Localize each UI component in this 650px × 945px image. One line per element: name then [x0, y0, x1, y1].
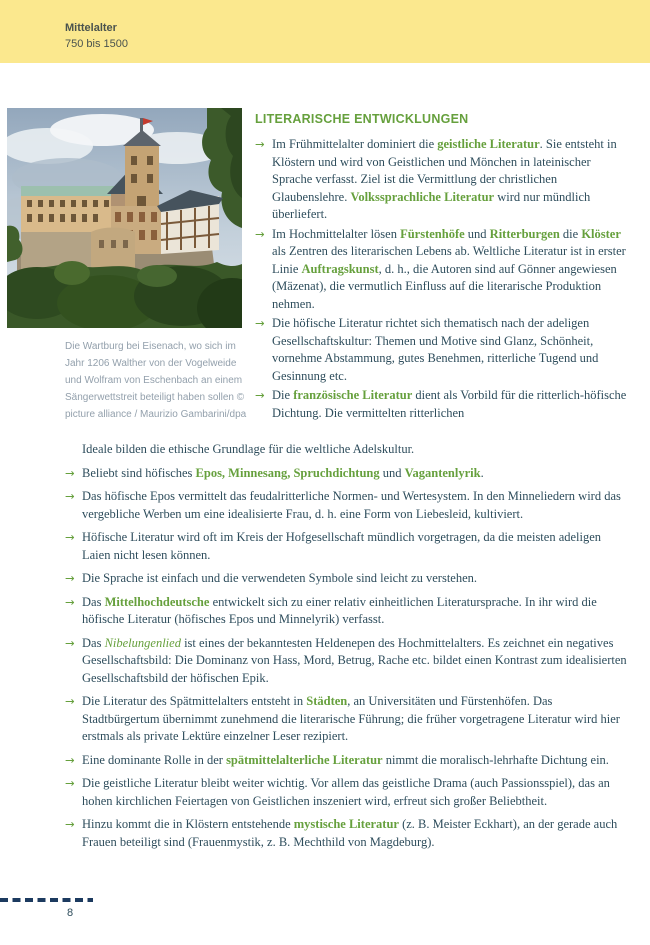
bullet-item: [65, 570, 631, 588]
arrow-bullet-icon: →: [65, 817, 75, 831]
bullet-item: [65, 752, 631, 770]
arrow-bullet-icon: →: [65, 465, 75, 480]
arrow-bullet-icon: →: [255, 388, 265, 402]
right-column: [255, 112, 633, 424]
arrow-bullet-icon: →: [65, 530, 75, 544]
bullet-item: [65, 693, 631, 746]
bullet-item: [255, 387, 633, 422]
arrow-bullet-icon: →: [255, 226, 265, 241]
bullet-item: [255, 315, 633, 385]
section-title: LITERARISCHE ENTWICKLUNGEN: [255, 112, 469, 126]
bullet-continuation-line: Ideale bilden die ethische Grundlage für die weltliche Adelskultur.: [82, 442, 415, 456]
bullet-text: Die Literatur des Spätmittelalters entsteht in Städten, an Universitäten und Fürstenhöfen. Das Stadtbürgertum übernimmt zunehmend die literarische Führung; die früher vorgetragene Literatur wird hier erstmals als private Lektüre einzelner Leser rezipiert.: [82, 694, 620, 743]
bullet-item: [65, 594, 631, 629]
bullet-text: Die Sprache ist einfach und die verwendeten Symbole sind leicht zu verstehen.: [82, 571, 478, 585]
bullet-text: Die höfische Literatur richtet sich thematisch nach der adeligen Gesellschaftskultur: Themen und Motive sind Glanz, Schönheit, vornehme Abstammung, gutes Benehmen, ritterliche Tugend und Gesinnung etc.: [272, 316, 599, 383]
bullet-text: Eine dominante Rolle in der spätmittelalterliche Literatur nimmt die moralisch-lehrhafte Dichtung ein.: [82, 752, 609, 767]
bullet-text: Beliebt sind höfisches Epos, Minnesang, Spruchdichtung und Vagantenlyrik.: [82, 465, 484, 480]
wartburg-castle-illustration: [7, 108, 242, 328]
bullet-text: Das höfische Epos vermittelt das feudalritterliche Normen- und Wertesystem. In den Minneliedern wird das vergebliche Werben um eine idealisierte Frau, d. h. eine Form von Liebesleid, kultiviert.: [82, 489, 621, 521]
bullet-item: [65, 635, 631, 688]
era-title: Mittelalter: [65, 22, 117, 34]
arrow-bullet-icon: →: [65, 489, 75, 503]
bullet-text: Im Frühmittelalter dominiert die geistliche Literatur. Sie entsteht in Klöstern und wird von Geistlichen und Mönchen in lateinischer Sprache verfasst. Ziel ist die Vermittlung der christlichen Glaubenslehre. Volkssprachliche Literatur wird nur mündlich überliefert.: [272, 137, 617, 221]
photo-caption: Die Wartburg bei Eisenach, wo sich im Jahr 1206 Walther von der Vogelweide und Wolfram von Eschenbach an einem Sängerwettstreit beteiligt haben sollen © picture alliance / Maurizio Gambarini/dpa: [65, 341, 247, 420]
bullet-text: Die französische Literatur dient als Vorbild für die ritterlich-höfische Dichtung. Die vermittelten ritterlichen: [272, 388, 627, 420]
bullet-item: [65, 488, 631, 523]
bullet-text: Im Hochmittelalter lösen Fürstenhöfe und Ritterburgen die Klöster als Zentren des literarischen Lebens ab. Weltliche Literatur ist in erster Linie Auftragskunst, d. h., die Autoren sind auf Gönner angewiesen (Mäzenat), die vermutlich Einfluss auf die literarische Produktion nehmen.: [272, 226, 626, 311]
arrow-bullet-icon: →: [65, 752, 75, 767]
page-number: 8: [67, 907, 74, 919]
bullet-text: Das Mittelhochdeutsche entwickelt sich zu einer relativ einheitlichen Literatursprache. In ihr wird die höfische Literatur (höfisches Epos und Minnelyrik) verfasst.: [82, 594, 597, 626]
bullet-item: [65, 816, 631, 851]
arrow-bullet-icon: →: [65, 694, 75, 708]
bullet-item: [255, 136, 633, 224]
arrow-bullet-icon: →: [255, 316, 265, 330]
bullet-text: Hinzu kommt die in Klöstern entstehende mystische Literatur (z. B. Meister Eckhart), an der gerade auch Frauen beteiligt sind (Frauenmystik, z. B. Mechthild von Magdeburg).: [82, 817, 618, 849]
arrow-bullet-icon: →: [65, 776, 75, 790]
arrow-bullet-icon: →: [65, 635, 75, 650]
bullet-item: [255, 226, 633, 314]
footer-dash-line: [0, 898, 93, 902]
bullet-text: Höfische Literatur wird oft im Kreis der Hofgesellschaft mündlich vorgetragen, da die meisten adeligen Laien nicht lesen können.: [82, 530, 602, 562]
wartburg-castle-photo: [7, 108, 242, 328]
main-text-block: [65, 441, 631, 857]
bullet-item: [65, 529, 631, 564]
arrow-bullet-icon: →: [255, 137, 265, 151]
era-dates: 750 bis 1500: [65, 38, 128, 50]
arrow-bullet-icon: →: [65, 594, 75, 609]
bullet-item: [65, 465, 631, 483]
era-header-text: [65, 20, 128, 52]
bullet-text: Das Nibelungenlied ist eines der bekanntesten Heldenepen des Hochmittelalters. Es zeichnet ein negatives Gesellschaftsbild: Die Dominanz von Hass, Mord, Betrug, Rache etc. bildet einen Kontrast zum idealisierten Gesellschaftsbild der höfischen Epik.: [82, 635, 627, 685]
bullet-text: Die geistliche Literatur bleibt weiter wichtig. Vor allem das geistliche Drama (auch Passionsspiel), das an hohen kirchlichen Feiertagen von Geistlichen inszeniert wird, erfreut sich großer Beliebtheit.: [82, 776, 610, 808]
bullet-item: [65, 775, 631, 810]
arrow-bullet-icon: →: [65, 571, 75, 585]
